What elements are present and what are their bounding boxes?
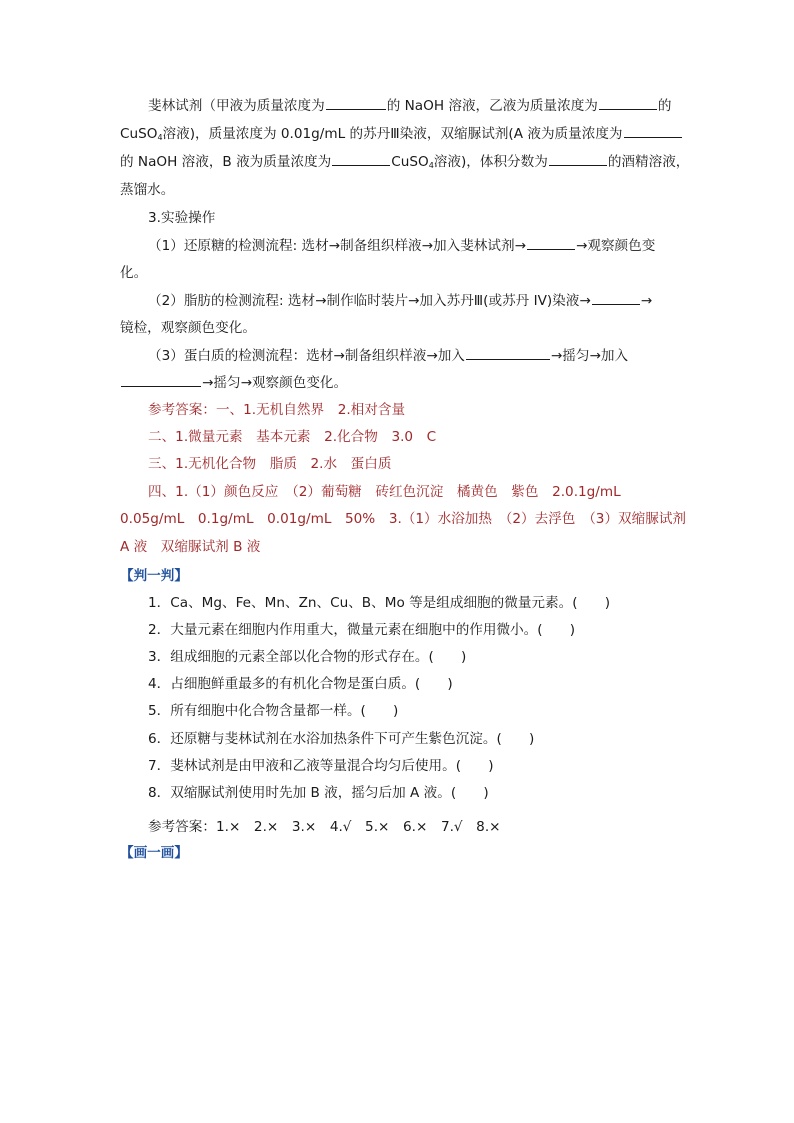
text: 溶液)，质量浓度为 0.01g/mL 的苏丹Ⅲ染液，双缩脲试剂(A 液为质量浓度为 xyxy=(162,126,623,142)
text: （1）还原糖的检测流程: 选材→制备组织样液→加入斐林试剂→ xyxy=(148,238,526,254)
reagent-line-3 xyxy=(120,152,689,176)
reagent-line-2 xyxy=(120,124,683,148)
fill-blank xyxy=(326,96,386,110)
judge-item: 3．组成细胞的元素全部以化合物的形式存在。( ) xyxy=(148,649,467,665)
answer-line: 三、1.无机化合物 脂质 2.水 蛋白质 xyxy=(148,456,392,472)
text: → xyxy=(640,293,653,309)
judge-item: 7．斐林试剂是由甲液和乙液等量混合均匀后使用。( ) xyxy=(148,758,494,774)
text: 的 xyxy=(657,98,672,114)
text: →摇匀→观察颜色变化。 xyxy=(202,375,348,391)
judge-item: 6．还原糖与斐林试剂在水浴加热条件下可产生紫色沉淀。( ) xyxy=(148,731,535,747)
text: 溶液)，体积分数为 xyxy=(433,154,548,170)
reagent-line-4: 蒸馏水。 xyxy=(120,182,175,198)
text: （3）蛋白质的检测流程：选材→制备组织样液→加入 xyxy=(148,348,465,364)
fill-blank xyxy=(592,291,640,305)
text: →观察颜色变 xyxy=(575,238,656,254)
fill-blank xyxy=(332,152,390,166)
judge-answer: 参考答案：1.× 2.× 3.× 4.√ 5.× 6.× 7.√ 8.× xyxy=(148,819,501,835)
text: CuSO xyxy=(120,126,158,142)
fill-blank xyxy=(466,346,550,360)
judge-item: 2．大量元素在细胞内作用重大，微量元素在细胞中的作用微小。( ) xyxy=(148,622,576,638)
answer-line: 0.05g/mL 0.1g/mL 0.01g/mL 50% 3.（1）水浴加热 （2）去浮色 （3）双缩脲试剂 xyxy=(120,511,687,527)
judge-item: 8．双缩脲试剂使用时先加 B 液，摇匀后加 A 液。( ) xyxy=(148,785,489,801)
procedure-1 xyxy=(148,236,655,256)
procedure-3-cont xyxy=(120,373,347,393)
fill-blank xyxy=(527,236,575,250)
fill-blank xyxy=(121,373,201,387)
draw-heading: 【画一画】 xyxy=(120,845,188,861)
text: 斐林试剂（甲液为质量浓度为 xyxy=(148,98,325,114)
text: （2）脂肪的检测流程: 选材→制作临时装片→加入苏丹Ⅲ(或苏丹 IV)染液→ xyxy=(148,293,591,309)
judge-item: 5．所有细胞中化合物含量都一样。( ) xyxy=(148,703,399,719)
procedure-2-cont: 镜检，观察颜色变化。 xyxy=(120,320,256,336)
subscript: 4 xyxy=(428,161,434,170)
procedure-3 xyxy=(148,346,628,366)
procedure-2 xyxy=(148,291,652,311)
text: CuSO xyxy=(391,154,429,170)
fill-blank xyxy=(599,96,657,110)
answer-line: 二、1.微量元素 基本元素 2.化合物 3.0 C xyxy=(148,429,437,445)
text: →摇匀→加入 xyxy=(550,348,629,364)
text: 的酒精溶液， xyxy=(607,154,690,170)
answer-line: A 液 双缩脲试剂 B 液 xyxy=(120,539,261,555)
text: 的 NaOH 溶液，乙液为质量浓度为 xyxy=(386,98,598,114)
fill-blank xyxy=(624,124,682,138)
reagent-line-1 xyxy=(148,96,672,116)
answer-line: 四、1.（1）颜色反应 （2）葡萄糖 砖红色沉淀 橘黄色 紫色 2.0.1g/mL xyxy=(148,484,621,500)
fill-blank xyxy=(549,152,607,166)
section-heading: 3.实验操作 xyxy=(148,210,216,226)
subscript: 4 xyxy=(157,133,163,142)
judge-item: 1．Ca、Mg、Fe、Mn、Zn、Cu、B、Mo 等是组成细胞的微量元素。( ) xyxy=(148,595,611,611)
judge-heading: 【判一判】 xyxy=(120,568,188,584)
judge-item: 4．占细胞鲜重最多的有机化合物是蛋白质。( ) xyxy=(148,676,453,692)
text: 的 NaOH 溶液，B 液为质量浓度为 xyxy=(120,154,332,170)
answer-line: 参考答案：一、1.无机自然界 2.相对含量 xyxy=(148,402,406,418)
procedure-1-cont: 化。 xyxy=(120,265,148,281)
